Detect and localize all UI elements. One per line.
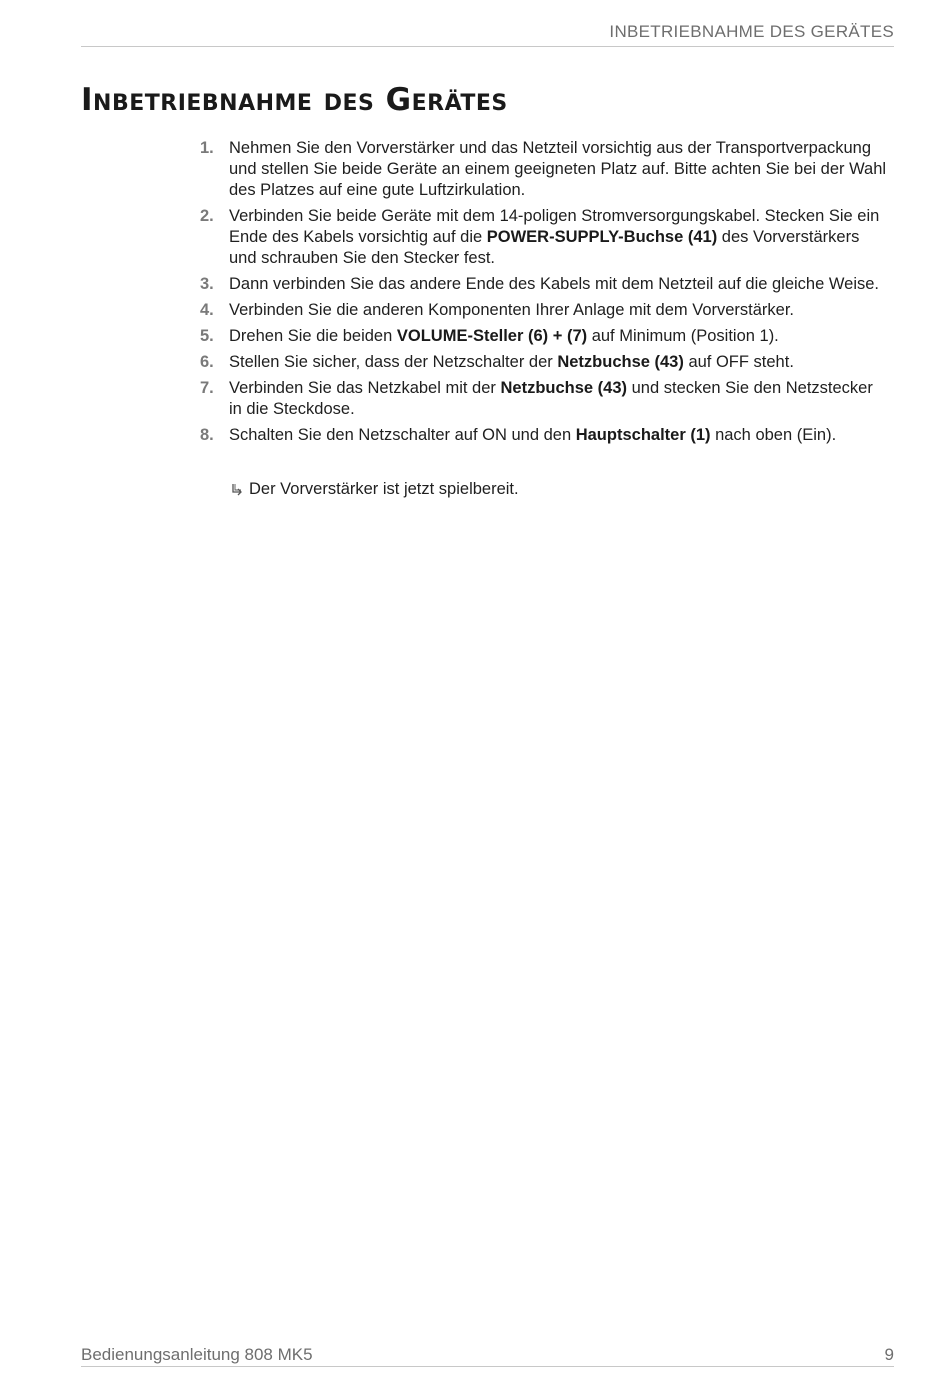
step-text-segment: und stecken Sie den Netzstecker in die Steckdose. bbox=[229, 379, 873, 418]
step-text-segment: nach oben (Ein). bbox=[710, 426, 837, 444]
step-number: 7. bbox=[200, 379, 214, 397]
step-text bbox=[229, 206, 890, 269]
step-text-emphasis: POWER-SUPPLY-Buchse (41) bbox=[486, 228, 718, 246]
step-text-segment: Dann verbinden Sie das andere Ende des Kabels mit dem Netzteil auf die gleiche Weise. bbox=[229, 275, 879, 293]
step-text-emphasis: Netzbuchse (43) bbox=[500, 379, 628, 397]
header-rule bbox=[81, 46, 894, 47]
step-text-segment: Nehmen Sie den Vorverstärker und das Netzteil vorsichtig aus der Transportverpackung und stellen Sie beide Geräte an einem geeigneten Platz auf. Bitte achten Sie bei der Wahl des Platzes auf eine gute Luftzirkulation. bbox=[229, 139, 887, 199]
step-item bbox=[200, 138, 890, 201]
step-item bbox=[200, 274, 890, 295]
step-item bbox=[200, 326, 890, 347]
step-text-segment: Drehen Sie die beiden bbox=[229, 327, 397, 345]
step-number: 1. bbox=[200, 139, 214, 157]
step-text bbox=[229, 274, 879, 295]
step-text-segment: Verbinden Sie beide Geräte mit dem 14-poligen Stromversorgungskabel. Stecken Sie ein Ende des Kabels vorsichtig auf die bbox=[229, 207, 880, 246]
result-text: Der Vorverstärker ist jetzt spielbereit. bbox=[249, 480, 519, 498]
step-text bbox=[229, 138, 890, 201]
step-text-segment: Stellen Sie sicher, dass der Netzschalter der bbox=[229, 353, 558, 371]
step-item bbox=[200, 206, 890, 269]
step-item bbox=[200, 378, 890, 420]
setup-steps-list bbox=[200, 138, 890, 451]
step-number: 6. bbox=[200, 353, 214, 371]
step-text-emphasis: VOLUME-Steller (6) + (7) bbox=[396, 327, 588, 345]
result-arrow-icon bbox=[229, 482, 245, 498]
running-header: INBETRIEBNAHME DES GERÄTES bbox=[609, 22, 894, 41]
footer-rule bbox=[81, 1366, 894, 1367]
step-text-segment: auf Minimum (Position 1). bbox=[587, 327, 779, 345]
step-number: 2. bbox=[200, 207, 214, 225]
step-text bbox=[229, 378, 890, 420]
step-text-segment: des Vorverstärkers und schrauben Sie den Stecker fest. bbox=[229, 228, 860, 267]
step-number: 5. bbox=[200, 327, 214, 345]
step-number: 4. bbox=[200, 301, 214, 319]
footer-manual-title: Bedienungsanleitung 808 MK5 bbox=[81, 1345, 313, 1364]
step-text-segment: Verbinden Sie das Netzkabel mit der bbox=[229, 379, 501, 397]
step-text-emphasis: Netzbuchse (43) bbox=[557, 353, 684, 371]
step-text-segment: Schalten Sie den Netzschalter auf ON und den bbox=[229, 426, 576, 444]
step-text-emphasis: Hauptschalter (1) bbox=[575, 426, 711, 444]
step-item bbox=[200, 300, 890, 321]
step-text bbox=[229, 425, 836, 446]
footer-page-number: 9 bbox=[884, 1345, 894, 1364]
step-text bbox=[229, 352, 794, 373]
result-line bbox=[229, 479, 519, 500]
step-text bbox=[229, 300, 794, 321]
step-number: 8. bbox=[200, 426, 214, 444]
step-text bbox=[229, 326, 779, 347]
section-title: Inbetriebnahme des Gerätes bbox=[81, 82, 508, 118]
step-number: 3. bbox=[200, 275, 214, 293]
step-item bbox=[200, 425, 890, 446]
step-text-segment: auf OFF steht. bbox=[683, 353, 794, 371]
step-item bbox=[200, 352, 890, 373]
step-text-segment: Verbinden Sie die anderen Komponenten Ihrer Anlage mit dem Vorverstärker. bbox=[229, 301, 795, 319]
